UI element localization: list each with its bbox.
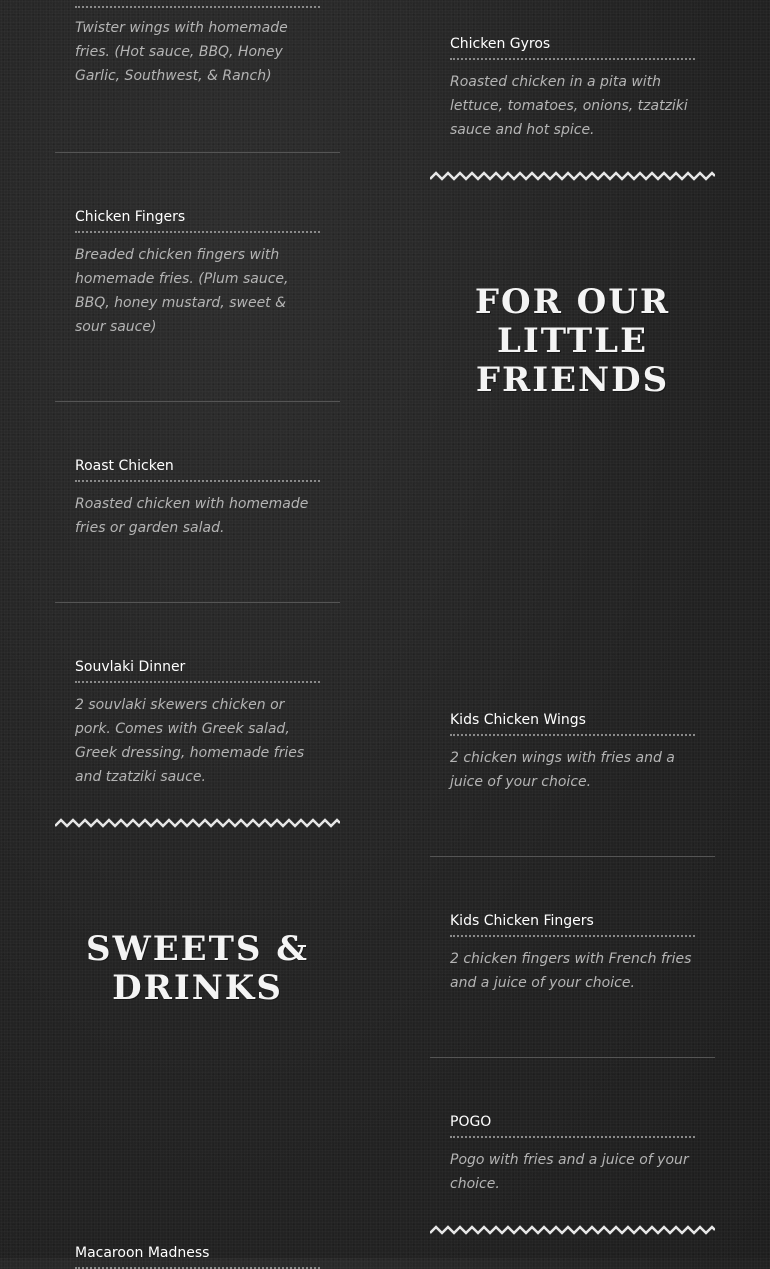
section-title-sweets-drinks: SWEETS & DRINKS: [86, 929, 309, 1008]
zigzag-line: [430, 173, 715, 179]
menu-item-souvlaki-dinner: [75, 657, 320, 789]
menu-item-title: Chicken Fingers: [75, 207, 320, 233]
menu-item-kids-chicken-fingers: [450, 911, 695, 995]
menu-item-kids-chicken-wings: [450, 710, 695, 794]
menu-item-wings: [75, 16, 320, 88]
zigzag-divider: [430, 170, 715, 182]
menu-item-title: Chicken Gyros: [450, 34, 695, 60]
zigzag-line: [430, 1227, 715, 1233]
menu-item-description: Twister wings with homemade fries. (Hot sauce, BBQ, Honey Garlic, Southwest, & Ranch): [75, 20, 288, 84]
menu-item-roast-chicken: [75, 456, 320, 540]
menu-item-pogo: [450, 1112, 695, 1196]
menu-item-description: 2 chicken wings with fries and a juice of your choice.: [450, 750, 675, 790]
zigzag-divider: [430, 1224, 715, 1236]
menu-item-description: Breaded chicken fingers with homemade fries. (Plum sauce, BBQ, honey mustard, sweet & sour sauce): [75, 247, 289, 335]
menu-separator: [55, 152, 340, 153]
menu-item-description: Roasted chicken with homemade fries or garden salad.: [75, 496, 309, 536]
menu-item-title: POGO: [450, 1112, 695, 1138]
menu-item-title: Roast Chicken: [75, 456, 320, 482]
menu-item-title: Macaroon Madness: [75, 1243, 320, 1269]
menu-item-title: Kids Chicken Wings: [450, 710, 695, 736]
menu-item-macaroon-madness: [75, 1243, 320, 1269]
menu-separator: [430, 1057, 715, 1058]
menu-item-description: Pogo with fries and a juice of your choice.: [450, 1152, 689, 1192]
section-title-little-friends: FOR OUR LITTLE FRIENDS: [474, 282, 671, 400]
menu-item-chicken-fingers: [75, 207, 320, 339]
zigzag-divider: [55, 817, 340, 829]
menu-item-title-cutoff: [75, 0, 320, 8]
menu-separator: [55, 602, 340, 603]
menu-separator: [430, 856, 715, 857]
menu-item-title: Souvlaki Dinner: [75, 657, 320, 683]
menu-item-title: Kids Chicken Fingers: [450, 911, 695, 937]
menu-item-description: 2 chicken fingers with French fries and a juice of your choice.: [450, 951, 692, 991]
menu-item-description: Roasted chicken in a pita with lettuce, tomatoes, onions, tzatziki sauce and hot spice.: [450, 74, 688, 138]
menu-column-right: [430, 0, 715, 1258]
menu-separator: [55, 401, 340, 402]
zigzag-line: [55, 820, 340, 826]
menu-item-chicken-gyros: [450, 34, 695, 142]
menu-column-left: [55, 0, 340, 1261]
menu-item-description: 2 souvlaki skewers chicken or pork. Comes with Greek salad, Greek dressing, homemade fries and tzatziki sauce.: [75, 697, 305, 785]
